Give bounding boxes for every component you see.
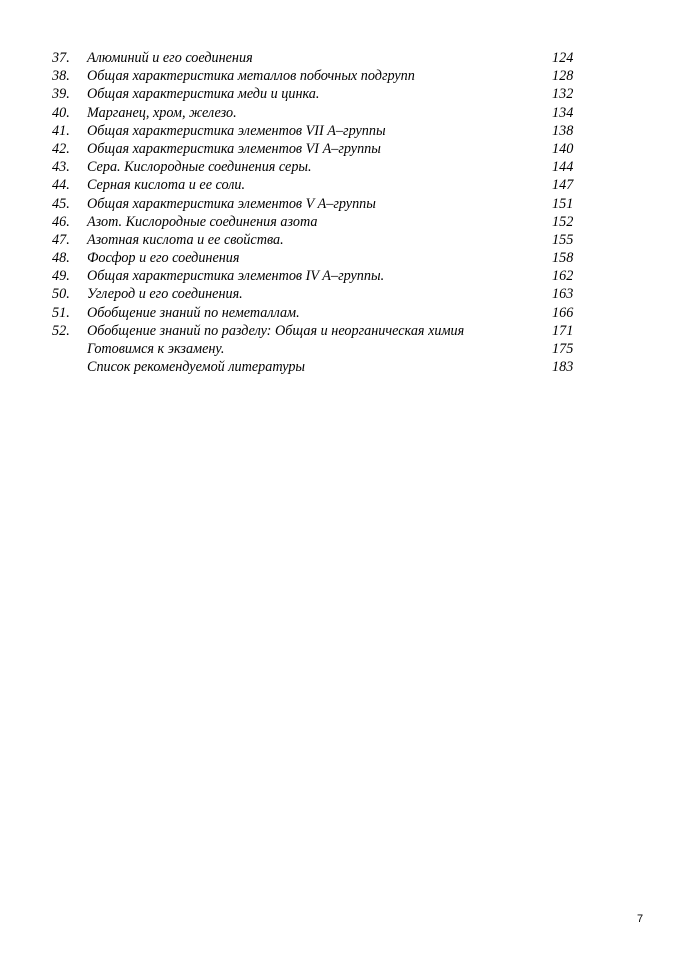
toc-entry-page: 147 [552, 177, 574, 194]
toc-entry-number: 48. [52, 250, 70, 267]
toc-entry-number: 49. [52, 268, 70, 285]
toc-entry-number: 42. [52, 140, 70, 157]
toc-entry-page: 144 [552, 159, 574, 176]
toc-entry-title: Серная кислота и ее соли. [87, 177, 246, 194]
toc-entry[interactable] [52, 249, 582, 267]
toc-entry-number: 43. [52, 159, 70, 176]
toc-entry-title: Азот. Кислородные соединения азота [87, 213, 318, 230]
toc-entry-title: Алюминий и его соединения [87, 50, 253, 66]
toc-entry-page: 132 [552, 86, 574, 103]
toc-entry-number: 39. [52, 86, 70, 103]
toc-entry[interactable] [52, 358, 582, 376]
toc-entry-page: 140 [552, 140, 574, 157]
toc-entry-page: 163 [552, 286, 574, 303]
toc-entry-title: Фосфор и его соединения [87, 250, 240, 267]
page-number: 7 [637, 913, 644, 925]
toc-entry-page: 162 [552, 268, 574, 285]
toc-entry[interactable] [52, 195, 582, 213]
toc-entry[interactable] [52, 140, 582, 158]
toc-entry[interactable] [52, 104, 582, 122]
toc-entry[interactable] [52, 213, 582, 231]
toc-entry-number: 47. [52, 231, 70, 248]
toc-entry-title: Общая характеристика металлов побочных подгрупп [87, 68, 415, 85]
toc-entry[interactable] [52, 304, 582, 322]
toc-entry[interactable] [52, 67, 582, 85]
toc-entry-title: Марганец, хром, железо. [87, 104, 237, 121]
toc-entry-number: 41. [52, 122, 70, 139]
toc-entry-number: 37. [52, 50, 70, 66]
toc-entry-page: 171 [552, 322, 574, 339]
toc-entry-page: 151 [552, 195, 574, 212]
toc-entry-title: Готовимся к экзамену. [87, 341, 225, 357]
toc-entry[interactable] [52, 49, 582, 67]
toc-entry-title: Углерод и его соединения. [87, 286, 243, 303]
toc-entry-title: Общая характеристика элементов IV А–группы. [87, 268, 385, 285]
toc-entry[interactable] [52, 122, 582, 140]
toc-entry-number: 44. [52, 177, 70, 194]
toc-entry-title: Обобщение знаний по разделу: Общая и неорганическая химия [87, 322, 465, 339]
toc-entry-page: 152 [552, 213, 574, 230]
toc-entry-number: 40. [52, 104, 70, 121]
table-of-contents [52, 49, 582, 376]
toc-entry-page: 166 [552, 304, 574, 321]
toc-entry-title: Общая характеристика меди и цинка. [87, 86, 320, 103]
toc-entry-title: Общая характеристика элементов VI А–группы [87, 140, 381, 157]
toc-entry-number: 46. [52, 213, 70, 230]
toc-entry[interactable] [52, 85, 582, 103]
toc-entry-page: 128 [552, 68, 574, 85]
toc-entry[interactable] [52, 176, 582, 194]
toc-entry-page: 175 [552, 341, 574, 357]
toc-entry-title: Список рекомендуемой литературы [87, 359, 306, 376]
toc-entry-page: 183 [552, 359, 574, 376]
toc-entry-page: 134 [552, 104, 574, 121]
toc-entry[interactable] [52, 158, 582, 176]
toc-entry-title: Обобщение знаний по неметаллам. [87, 304, 300, 321]
toc-entry-page: 158 [552, 250, 574, 267]
toc-entry[interactable] [52, 322, 582, 340]
toc-entry-title: Общая характеристика элементов V А–группы [87, 195, 376, 212]
toc-entry-number: 45. [52, 195, 70, 212]
toc-entry-title: Сера. Кислородные соединения серы. [87, 159, 312, 176]
toc-entry[interactable] [52, 231, 582, 249]
toc-entry-title: Азотная кислота и ее свойства. [87, 231, 284, 248]
toc-entry-number: 52. [52, 322, 70, 339]
toc-entry[interactable] [52, 340, 582, 358]
toc-entry-number: 51. [52, 304, 70, 321]
toc-entry[interactable] [52, 285, 582, 303]
toc-entry[interactable] [52, 267, 582, 285]
toc-entry-page: 124 [552, 50, 574, 66]
toc-entry-title: Общая характеристика элементов VII А–группы [87, 122, 386, 139]
toc-entry-page: 155 [552, 231, 574, 248]
toc-entry-number: 50. [52, 286, 70, 303]
toc-entry-number: 38. [52, 68, 70, 85]
toc-entry-page: 138 [552, 122, 574, 139]
